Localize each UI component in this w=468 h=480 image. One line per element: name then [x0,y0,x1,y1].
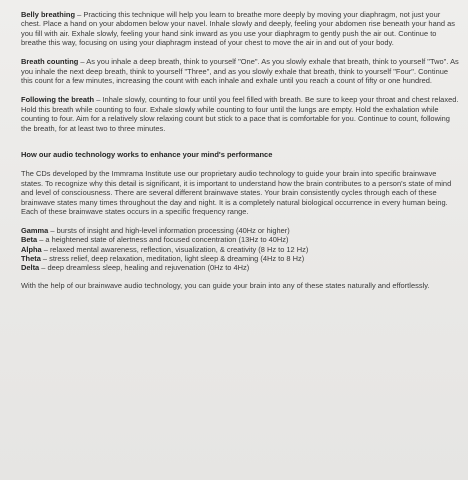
brainwave-list [21,226,460,273]
intro-paragraph: The CDs developed by the Immrama Institute use our proprietary audio technology to guide your brain into specific brainwave states. To recognize why this detail is significant, it is important to understand how the brain contributes to a person's state of mind and level of consciousness. There are several different brainwave states. Your brain consistently cycles through each of these brainwave states many times throughout the day and night. It is a completely natural biological occurrence in every human being. Each of these brainwave states occurs in a specific frequency range. [21,169,452,216]
breath-counting-term: Breath counting [21,57,79,67]
brainwave-description: – bursts of insight and high-level information processing (40Hz or higher) [48,226,290,236]
breath-counting-paragraph [21,57,460,85]
following-the-breath-text: – Inhale slowly, counting to four until you feel filled with breath. Be sure to keep your throat and chest relaxed. Hold this breath while counting to four. Exhale slowly while counting to four until the lungs are empty. Hold the exhalation while counting to four. Aim for a relatively slow relaxing count but stick to a pace that is comfortable for you. Continue to count, following the breath, for at least two to three minutes. [21,95,459,133]
brainwave-name: Alpha [21,244,42,254]
brainwave-beta-row [21,235,460,244]
brainwave-name: Gamma [21,226,49,236]
brainwave-description: – deep dreamless sleep, healing and rejuvenation (0Hz to 4Hz) [39,263,250,273]
belly-breathing-paragraph [21,10,460,48]
closing-paragraph: With the help of our brainwave audio technology, you can guide your brain into any of these states naturally and effortlessly. [21,280,430,290]
brainwave-name: Theta [21,254,41,264]
brainwave-delta-row [21,263,460,272]
brainwave-description: – a heightened state of alertness and focused concentration (13Hz to 40Hz) [37,235,289,245]
brainwave-description: – relaxed mental awareness, reflection, visualization, & creativity (8 Hz to 12 Hz) [41,244,309,254]
section-heading: How our audio technology works to enhance your mind's performance [21,150,273,160]
brainwave-description: – stress relief, deep relaxation, meditation, light sleep & dreaming (4Hz to 8 Hz) [40,254,305,264]
brainwave-gamma-row [21,226,460,235]
belly-breathing-term: Belly breathing [21,10,76,19]
following-the-breath-term: Following the breath [21,95,95,105]
following-the-breath-paragraph [21,95,460,133]
brainwave-name: Delta [21,263,40,273]
breath-counting-text: – As you inhale a deep breath, think to yourself "One". As you slowly exhale that breath, think to yourself "Two". As you inhale the next deep breath, think to yourself "Three", and as you slowly exhale that breath, think to yourself "Four". Continue this count for a few minutes, increasing the count with each inhale and exhale until you reach a count of fifty or one hundred. [21,57,459,86]
brainwave-alpha-row [21,245,460,254]
brainwave-name: Beta [21,235,38,245]
brainwave-theta-row [21,254,460,263]
belly-breathing-text: – Practicing this technique will help you learn to breathe more deeply by moving your diaphragm, not just your chest. Place a hand on your abdomen below your navel. Inhale slowly and deeply, feeling your abdomen rise beneath your hand as you fill with air. Exhale slowly, feeling your hand sink inward as you use your diaphragm to gently push the air out. Continue to breathe this way, focusing on using your diaphragm instead of your chest to move the air in and out of your body. [21,10,456,48]
